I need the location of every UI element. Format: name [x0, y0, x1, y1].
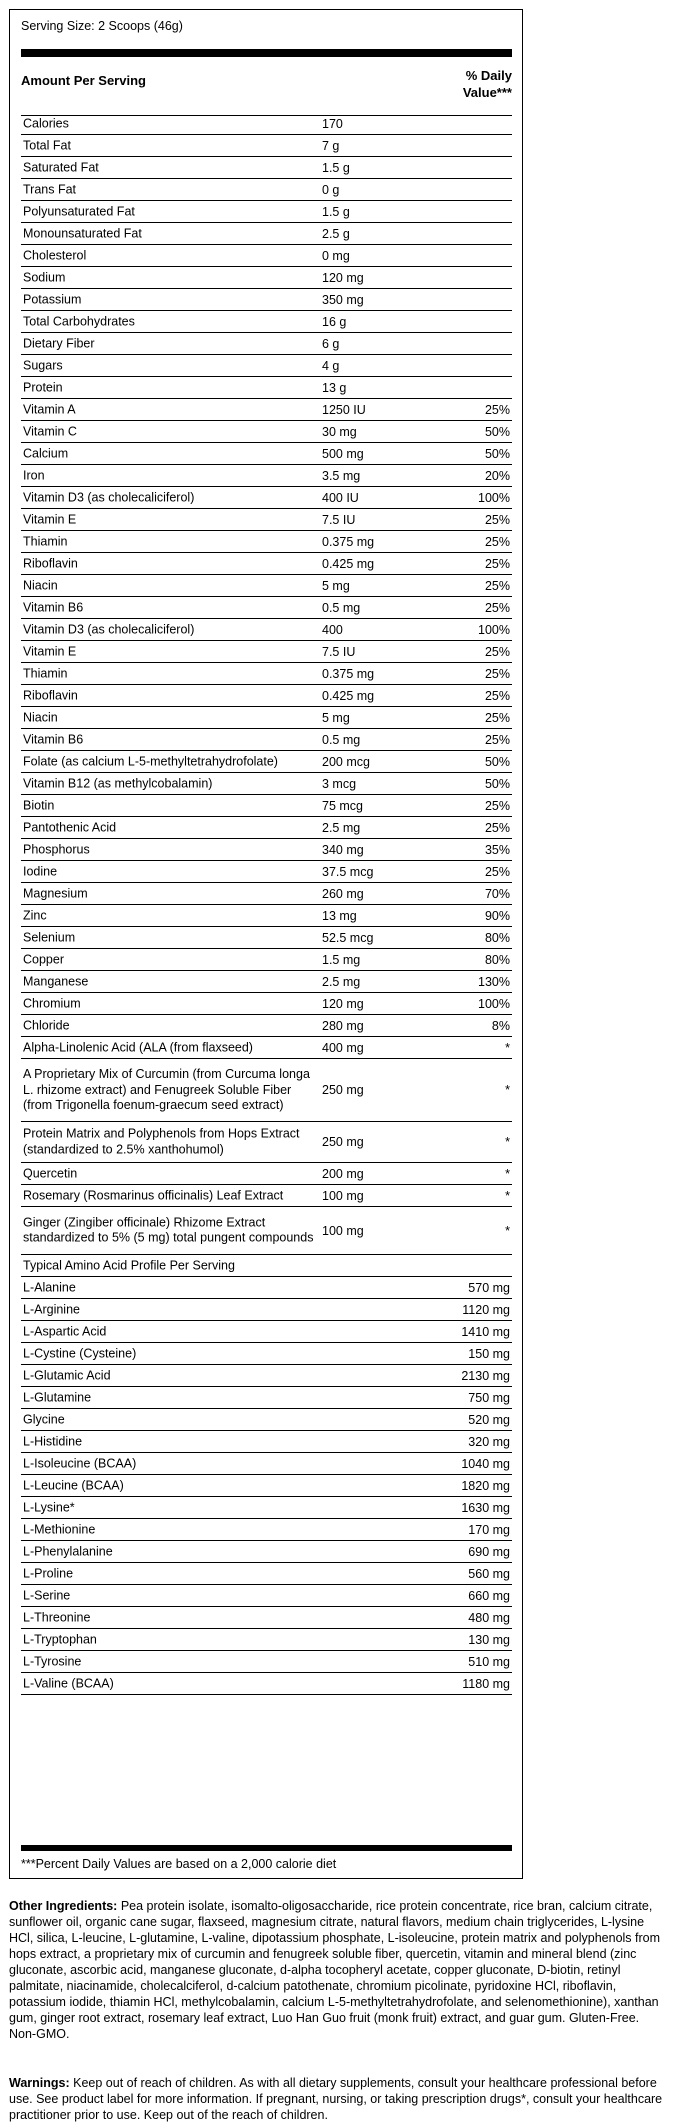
nutrient-name: Vitamin E — [23, 511, 77, 526]
nutrient-row — [21, 575, 512, 597]
nutrient-amount: 2.5 mg — [322, 974, 361, 989]
amino-acid-amount: 560 mg — [468, 1566, 510, 1581]
nutrient-row — [21, 487, 512, 509]
nutrient-name: Vitamin D3 (as cholecaliciferol) — [23, 621, 195, 636]
nutrient-row — [21, 333, 512, 355]
amino-acid-row — [21, 1563, 512, 1585]
amount-per-serving-heading: Amount Per Serving — [21, 73, 146, 88]
nutrient-row — [21, 289, 512, 311]
nutrient-amount: 2.5 mg — [322, 820, 361, 835]
nutrient-amount: 13 g — [322, 380, 347, 395]
nutrient-row — [21, 1015, 512, 1037]
warnings — [9, 2075, 669, 2123]
amino-acid-amount: 690 mg — [468, 1544, 510, 1559]
amino-acid-name: L-Methionine — [23, 1521, 96, 1536]
amino-acid-amount: 1410 mg — [461, 1324, 510, 1339]
nutrient-name: Total Carbohydrates — [23, 313, 135, 328]
nutrient-row — [21, 531, 512, 553]
nutrient-amount: 280 mg — [322, 1018, 364, 1033]
nutrient-daily-value: * — [505, 1040, 510, 1055]
nutrient-row — [21, 1059, 512, 1122]
nutrient-amount: 52.5 mcg — [322, 930, 374, 945]
amino-acid-amount: 1120 mg — [462, 1302, 510, 1317]
nutrient-row — [21, 993, 512, 1015]
nutrient-name: Rosemary (Rosmarinus officinalis) Leaf Extract — [23, 1187, 284, 1202]
nutrient-name: Riboflavin — [23, 687, 78, 702]
amino-acid-amount: 750 mg — [468, 1390, 510, 1405]
amino-acid-row — [21, 1431, 512, 1453]
amino-acid-row — [21, 1629, 512, 1651]
nutrition-facts-panel — [9, 9, 523, 1879]
nutrient-amount: 200 mcg — [322, 754, 370, 769]
nutrient-amount: 1250 IU — [322, 402, 366, 417]
nutrient-daily-value: 130% — [478, 974, 510, 989]
nutrient-name: Quercetin — [23, 1165, 78, 1180]
nutrient-daily-value: * — [505, 1166, 510, 1181]
nutrient-amount: 120 mg — [322, 996, 364, 1011]
daily-value-footnote: ***Percent Daily Values are based on a 2,000 calorie diet — [21, 1857, 337, 1871]
amino-acid-name: L-Glutamine — [23, 1389, 92, 1404]
amino-acid-row — [21, 1321, 512, 1343]
nutrient-row — [21, 707, 512, 729]
amino-acid-row — [21, 1453, 512, 1475]
serving-size: Serving Size: 2 Scoops (46g) — [21, 19, 183, 33]
amino-acid-row — [21, 1475, 512, 1497]
nutrient-row — [21, 1185, 512, 1207]
amino-acid-row — [21, 1365, 512, 1387]
nutrient-name: Trans Fat — [23, 181, 77, 196]
nutrient-row — [21, 597, 512, 619]
amino-acid-name: L-Arginine — [23, 1301, 80, 1316]
nutrient-name: Sugars — [23, 357, 63, 372]
amino-acid-name: L-Valine (BCAA) — [23, 1675, 114, 1690]
nutrient-row — [21, 201, 512, 223]
nutrient-daily-value: 8% — [491, 1018, 510, 1033]
amino-acid-row — [21, 1651, 512, 1673]
warnings-text: Keep out of reach of children. As with all dietary supplements, consult your healthcare professional before use. See product label for more information. If pregnant, nursing, or taking prescription drugs*, consult your healthcare practitioner prior to use. Keep out of the reach of children. — [9, 2076, 663, 2122]
nutrient-amount: 170 — [322, 116, 343, 131]
nutrient-name: Folate (as calcium L-5-methyltetrahydrofolate) — [23, 753, 278, 768]
nutrient-amount: 0.375 mg — [322, 534, 375, 549]
nutrient-daily-value: 25% — [484, 578, 510, 593]
nutrient-name: Thiamin — [23, 665, 68, 680]
nutrient-row — [21, 267, 512, 289]
nutrient-daily-value: 25% — [484, 732, 510, 747]
amino-acid-name: L-Tyrosine — [23, 1653, 82, 1668]
nutrient-daily-value: 25% — [484, 864, 510, 879]
nutrient-amount: 2.5 g — [322, 226, 350, 241]
nutrient-name: Chromium — [23, 995, 81, 1010]
nutrient-amount: 37.5 mcg — [322, 864, 374, 879]
nutrient-amount: 1.5 g — [322, 204, 350, 219]
nutrient-name: Selenium — [23, 929, 76, 944]
nutrient-daily-value: 100% — [478, 622, 510, 637]
nutrient-amount: 250 mg — [322, 1135, 364, 1149]
nutrient-name: Phosphorus — [23, 841, 90, 856]
nutrient-amount: 0.425 mg — [322, 688, 375, 703]
nutrient-name: Protein — [23, 379, 63, 394]
nutrient-amount: 0.375 mg — [322, 666, 375, 681]
nutrient-row — [21, 619, 512, 641]
amino-acid-amount: 2130 mg — [461, 1368, 510, 1383]
nutrient-row — [21, 839, 512, 861]
nutrient-daily-value: 25% — [484, 534, 510, 549]
nutrient-daily-value: 25% — [484, 798, 510, 813]
nutrient-amount: 6 g — [322, 336, 340, 351]
amino-acid-name: L-Histidine — [23, 1433, 83, 1448]
nutrient-daily-value: 25% — [484, 644, 510, 659]
amino-acid-amount: 510 mg — [468, 1654, 510, 1669]
nutrient-amount: 7.5 IU — [322, 512, 356, 527]
nutrient-name: Vitamin D3 (as cholecaliciferol) — [23, 489, 195, 504]
nutrient-row — [21, 1037, 512, 1059]
warnings-label: Warnings: — [9, 2076, 70, 2090]
amino-acid-amount: 320 mg — [468, 1434, 510, 1449]
nutrient-amount: 120 mg — [322, 270, 364, 285]
nutrient-row — [21, 685, 512, 707]
nutrient-daily-value: * — [505, 1135, 510, 1149]
nutrient-name: Zinc — [23, 907, 47, 922]
nutrient-amount: 400 IU — [322, 490, 359, 505]
nutrient-amount: 5 mg — [322, 710, 350, 725]
nutrient-amount: 1.5 g — [322, 160, 350, 175]
nutrient-name: Sodium — [23, 269, 66, 284]
nutrient-name: Iron — [23, 467, 45, 482]
nutrient-row — [21, 179, 512, 201]
nutrient-daily-value: 50% — [484, 446, 510, 461]
nutrient-name: Monounsaturated Fat — [23, 225, 142, 240]
amino-acid-row — [21, 1277, 512, 1299]
nutrient-row — [21, 883, 512, 905]
nutrient-name: Protein Matrix and Polyphenols from Hops Extract (standardized to 2.5% xanthohumol) — [23, 1126, 300, 1156]
nutrient-name: Total Fat — [23, 137, 71, 152]
nutrient-daily-value: 25% — [484, 666, 510, 681]
nutrient-name: Polyunsaturated Fat — [23, 203, 135, 218]
nutrient-row — [21, 355, 512, 377]
nutrient-table — [21, 113, 512, 1695]
amino-acid-name: L-Tryptophan — [23, 1631, 97, 1646]
nutrient-row — [21, 861, 512, 883]
nutrient-name: Cholesterol — [23, 247, 87, 262]
amino-acid-amount: 130 mg — [468, 1632, 510, 1647]
amino-acid-row — [21, 1585, 512, 1607]
nutrient-daily-value: 50% — [484, 776, 510, 791]
nutrient-daily-value: 90% — [484, 908, 510, 923]
nutrient-daily-value: 50% — [484, 424, 510, 439]
nutrient-row — [21, 157, 512, 179]
nutrient-name: Calories — [23, 115, 69, 130]
amino-acid-amount: 570 mg — [468, 1280, 510, 1295]
amino-acid-row — [21, 1607, 512, 1629]
amino-acid-name: L-Serine — [23, 1587, 71, 1602]
nutrient-amount: 4 g — [322, 358, 340, 373]
amino-acid-name: L-Lysine* — [23, 1499, 75, 1514]
amino-acid-amount: 1040 mg — [461, 1456, 510, 1471]
nutrient-name: A Proprietary Mix of Curcumin (from Curcuma longa L. rhizome extract) and Fenugreek Soluble Fiber (from Trigonella foenum-graecum seed extract) — [23, 1066, 310, 1112]
nutrient-name: Vitamin B6 — [23, 599, 84, 614]
nutrient-amount: 0 mg — [322, 248, 350, 263]
amino-acid-name: L-Alanine — [23, 1279, 76, 1294]
nutrient-amount: 5 mg — [322, 578, 350, 593]
nutrient-row — [21, 905, 512, 927]
nutrient-amount: 340 mg — [322, 842, 364, 857]
nutrient-amount: 400 — [322, 622, 343, 637]
nutrient-daily-value: 25% — [484, 402, 510, 417]
nutrient-amount: 400 mg — [322, 1040, 364, 1055]
nutrient-name: Ginger (Zingiber officinale) Rhizome Extract standardized to 5% (5 mg) total pungent compounds — [23, 1215, 314, 1245]
nutrient-row — [21, 553, 512, 575]
nutrient-row — [21, 817, 512, 839]
amino-acid-row — [21, 1497, 512, 1519]
nutrient-row — [21, 465, 512, 487]
nutrient-amount: 3.5 mg — [322, 468, 361, 483]
nutrient-amount: 100 mg — [322, 1188, 364, 1203]
nutrient-row — [21, 443, 512, 465]
nutrient-name: Vitamin E — [23, 643, 77, 658]
nutrient-name: Dietary Fiber — [23, 335, 95, 350]
nutrient-daily-value: 100% — [478, 490, 510, 505]
nutrient-amount: 1.5 mg — [322, 952, 361, 967]
nutrient-name: Vitamin B6 — [23, 731, 84, 746]
nutrient-amount: 250 mg — [322, 1083, 364, 1097]
nutrient-row — [21, 399, 512, 421]
amino-acid-amount: 480 mg — [468, 1610, 510, 1625]
nutrient-name: Pantothenic Acid — [23, 819, 117, 834]
nutrient-daily-value: 25% — [484, 710, 510, 725]
nutrient-name: Magnesium — [23, 885, 88, 900]
nutrient-name: Thiamin — [23, 533, 68, 548]
nutrient-row — [21, 1163, 512, 1185]
nutrient-daily-value: 20% — [484, 468, 510, 483]
daily-value-heading-line1: % Daily — [465, 68, 512, 83]
nutrient-amount: 200 mg — [322, 1166, 364, 1181]
nutrient-name: Iodine — [23, 863, 58, 878]
nutrient-amount: 30 mg — [322, 424, 357, 439]
nutrient-name: Vitamin A — [23, 401, 76, 416]
amino-acid-amount: 170 mg — [468, 1522, 510, 1537]
other-ingredients-label: Other Ingredients: — [9, 1899, 118, 1913]
amino-acid-row — [21, 1519, 512, 1541]
nutrient-amount: 3 mcg — [322, 776, 357, 791]
nutrient-amount: 16 g — [322, 314, 347, 329]
nutrient-amount: 0.5 mg — [322, 600, 361, 615]
nutrient-amount: 7 g — [322, 138, 340, 153]
amino-acid-amount: 660 mg — [468, 1588, 510, 1603]
nutrient-row — [21, 245, 512, 267]
nutrient-daily-value: 25% — [484, 556, 510, 571]
nutrient-name: Potassium — [23, 291, 82, 306]
nutrient-daily-value: 25% — [484, 688, 510, 703]
amino-acid-row — [21, 1541, 512, 1563]
nutrient-name: Biotin — [23, 797, 55, 812]
nutrient-daily-value: 50% — [484, 754, 510, 769]
nutrient-daily-value: 80% — [484, 952, 510, 967]
nutrient-daily-value: * — [505, 1223, 510, 1238]
amino-acid-name: Glycine — [23, 1411, 65, 1426]
amino-acid-heading-row — [21, 1255, 512, 1277]
amino-acid-row — [21, 1387, 512, 1409]
nutrient-daily-value: 35% — [484, 842, 510, 857]
nutrient-daily-value: 25% — [484, 512, 510, 527]
nutrient-row — [21, 729, 512, 751]
nutrient-amount: 75 mcg — [322, 798, 363, 813]
nutrient-name: Chloride — [23, 1017, 70, 1032]
nutrient-name: Copper — [23, 951, 64, 966]
table-header — [21, 49, 512, 116]
nutrient-daily-value: 80% — [484, 930, 510, 945]
nutrient-row — [21, 509, 512, 531]
nutrient-amount: 7.5 IU — [322, 644, 356, 659]
nutrient-daily-value: 25% — [484, 820, 510, 835]
amino-acid-name: L-Proline — [23, 1565, 74, 1580]
amino-acid-amount: 1180 mg — [462, 1676, 510, 1691]
nutrient-row — [21, 223, 512, 245]
nutrient-row — [21, 421, 512, 443]
nutrient-amount: 0.5 mg — [322, 732, 361, 747]
nutrient-name: Saturated Fat — [23, 159, 99, 174]
nutrient-amount: 0 g — [322, 182, 340, 197]
nutrient-name: Niacin — [23, 577, 58, 592]
nutrient-name: Vitamin C — [23, 423, 77, 438]
nutrient-daily-value: * — [505, 1188, 510, 1203]
amino-acid-row — [21, 1343, 512, 1365]
nutrient-amount: 13 mg — [322, 908, 357, 923]
nutrient-amount: 260 mg — [322, 886, 364, 901]
amino-acid-row — [21, 1299, 512, 1321]
nutrient-row — [21, 971, 512, 993]
nutrient-row — [21, 1122, 512, 1163]
amino-acid-amount: 1820 mg — [461, 1478, 510, 1493]
nutrient-daily-value: * — [505, 1083, 510, 1097]
nutrient-row — [21, 773, 512, 795]
nutrient-row — [21, 311, 512, 333]
nutrient-daily-value: 100% — [478, 996, 510, 1011]
nutrient-amount: 100 mg — [322, 1223, 364, 1238]
nutrient-name: Calcium — [23, 445, 69, 460]
amino-acid-name: L-Cystine (Cysteine) — [23, 1345, 137, 1360]
amino-acid-row — [21, 1409, 512, 1431]
nutrient-amount: 350 mg — [322, 292, 364, 307]
other-ingredients — [9, 1898, 669, 2042]
nutrient-row — [21, 1207, 512, 1255]
nutrient-name: Manganese — [23, 973, 89, 988]
nutrient-name: Niacin — [23, 709, 58, 724]
amino-acid-name: L-Leucine (BCAA) — [23, 1477, 124, 1492]
nutrient-name: Riboflavin — [23, 555, 78, 570]
nutrient-row — [21, 949, 512, 971]
amino-acid-name: L-Threonine — [23, 1609, 91, 1624]
amino-acid-name: L-Isoleucine (BCAA) — [23, 1455, 137, 1470]
amino-acid-amount: 520 mg — [468, 1412, 510, 1427]
nutrient-name: Vitamin B12 (as methylcobalamin) — [23, 775, 213, 790]
nutrient-daily-value: 25% — [484, 600, 510, 615]
amino-acid-heading: Typical Amino Acid Profile Per Serving — [23, 1257, 235, 1272]
daily-value-heading — [463, 67, 512, 101]
nutrient-row — [21, 135, 512, 157]
nutrient-row — [21, 377, 512, 399]
nutrient-amount: 500 mg — [322, 446, 364, 461]
daily-value-heading-line2: Value*** — [462, 85, 512, 100]
amino-acid-name: L-Glutamic Acid — [23, 1367, 111, 1382]
amino-acid-row — [21, 1673, 512, 1695]
other-ingredients-text: Pea protein isolate, isomalto-oligosaccharide, rice protein concentrate, rice bran, calcium citrate, sunflower oil, organic cane sugar, flaxseed, magnesium citrate, natural flavors, medium chain triglycerides, L-lysine HCl, silica, L-leucine, L-glutamine, L-valine, dipotassium phosphate, L-isoleucine, protein matrix and polyphenols from hops extract, a proprietary mix of curcumin and fenugreek soluble fiber, quercetin, vitamin and mineral blend (zinc gluconate, ascorbic acid, manganese gluconate, d-alpha tocopheryl acetate, copper gluconate, D-biotin, retinyl palmitate, niacinamide, cholecalciferol, d-calcium patothenate, chromium picolinate, pyridoxine HCl, riboflavin, potassium iodide, thiamin HCl, methylcobalamin, calcium L-5-methyltetrahydrofolate, and selenomethionine), xanthan gum, ginger root extract, rosemary leaf extract, Luo Han Guo fruit (monk fruit) extract, and guar gum. Gluten-Free. Non-GMO. — [9, 1899, 661, 2041]
nutrient-row — [21, 751, 512, 773]
nutrient-name: Alpha-Linolenic Acid (ALA (from flaxseed) — [23, 1039, 253, 1054]
nutrient-amount: 0.425 mg — [322, 556, 375, 571]
amino-acid-name: L-Aspartic Acid — [23, 1323, 107, 1338]
nutrient-row — [21, 663, 512, 685]
nutrient-daily-value: 70% — [484, 886, 510, 901]
nutrient-row — [21, 641, 512, 663]
nutrient-row — [21, 113, 512, 135]
amino-acid-amount: 150 mg — [468, 1346, 510, 1361]
nutrient-row — [21, 795, 512, 817]
footnote-divider — [21, 1845, 512, 1851]
nutrient-row — [21, 927, 512, 949]
amino-acid-amount: 1630 mg — [461, 1500, 510, 1515]
amino-acid-name: L-Phenylalanine — [23, 1543, 113, 1558]
